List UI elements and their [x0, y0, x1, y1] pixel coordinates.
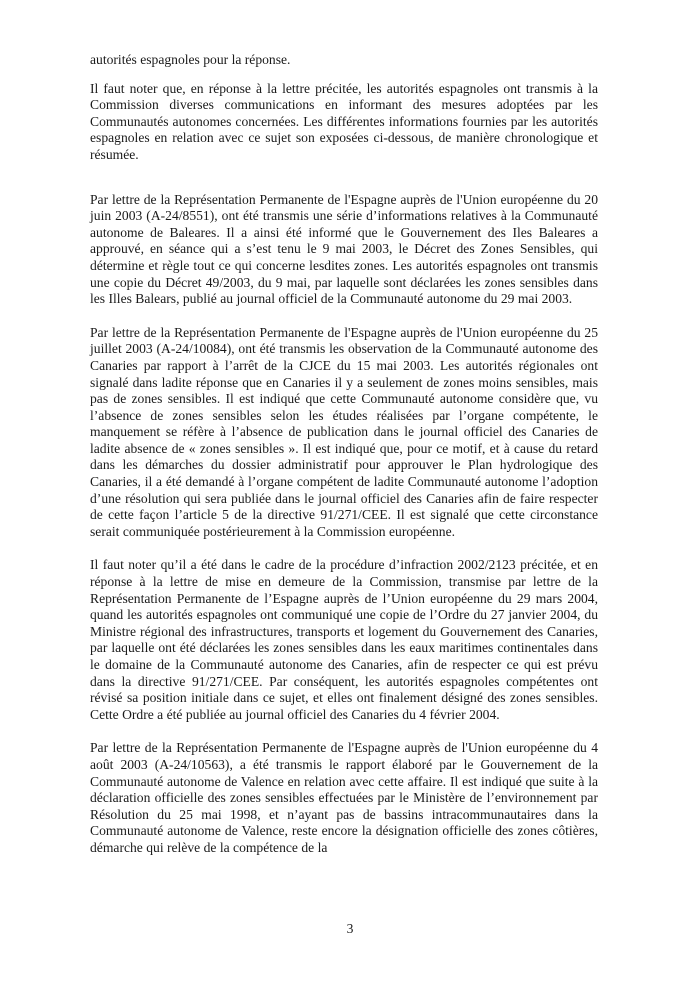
paragraph-intro: Il faut noter que, en réponse à la lettre précitée, les autorités espagnoles ont transmis à la Commission diverses communications en informant des mesures adoptées par les Communautés autonomes concernées. Les différentes informations fournies par les autorités espagnoles en relation avec ce sujet son exposées ci-dessous, de manière chronologique et résumée. — [90, 80, 598, 162]
paragraph-continuation: autorités espagnoles pour la réponse. — [90, 52, 291, 67]
document-body — [90, 52, 598, 857]
paragraph-canaries: Par lettre de la Représentation Permanente de l'Espagne auprès de l'Union européenne du 25 juillet 2003 (A-24/10084), ont été transmis les observation de la Communauté autonome des Canaries par rapport à l’arrêt de la CJCE du 15 mai 2003. Les autorités régionales ont signalé dans ladite réponse que en Canaries il y a seulement de zones moins sensibles, mais pas de zones sensibles. Il est indiqué que cette Communauté autonome considère que, vu l’absence de zones sensibles selon les études réalisées par l’organe compétente, le manquement se réfère à l’absence de publication dans le journal officiel des Canaries de ladite absence de « zones sensibles ». Il est indiqué que, pour ce motif, et à cause du retard dans les démarches du dossier administratif pour approuver le Plan hydrologique des Canaries, il a été demandé à l’organe compétent de ladite Communauté autonome l’adoption d’une résolution qui sera publiée dans le journal officiel des Canaries afin de faire respecter de cette façon l’article 5 de la directive 91/271/CEE. Il est signalé que cette circonstance serait communiquée postérieurement à la Commission européenne. — [90, 324, 598, 539]
paragraph-baleares: Par lettre de la Représentation Permanente de l'Espagne auprès de l'Union européenne du 20 juin 2003 (A-24/8551), ont été transmis une série d’informations relatives à la Communauté autonome de Baleares. Il a ainsi été informé que le Gouvernement des Iles Baleares a approuvé, en séance qui a s’est tenu le 9 mai 2003, le Décret des Zones Sensibles, qui détermine et règle tout ce qui concerne lesdites zones. Les autorités espagnoles ont transmis une copie du Décret 49/2003, du 9 mai, par laquelle sont déclarées les zones sensibles dans les Illes Balears, publié au journal officiel de la Communauté autonome du 29 mai 2003. — [90, 191, 598, 307]
page-number: 3 — [346, 921, 354, 936]
paragraph-infraction: Il faut noter qu’il a été dans le cadre de la procédure d’infraction 2002/2123 précitée, et en réponse à la lettre de mise en demeure de la Commission, transmise par lettre de la Représentation Permanente de l’Espagne auprès de l’Union européenne du 29 mars 2004, quand les autorités espagnoles ont communiqué une copie de l’Ordre du 27 janvier 2004, du Ministre régional des infrastructures, transports et logement du Gouvernement des Canaries, par laquelle ont été déclarées les zones sensibles dans les eaux maritimes continentales dans le domaine de la Communauté autonome des Canaries, afin de respecter ce qui est prévu dans la directive 91/271/CEE. Par conséquent, les autorités espagnoles compétentes ont révisé sa position initiale dans ce sujet, et elles ont finalement désigné des zones sensibles. Cette Ordre a été publiée au journal officiel des Canaries du 4 février 2004. — [90, 557, 598, 722]
paragraph-valence: Par lettre de la Représentation Permanente de l'Espagne auprès de l'Union européenne du 4 août 2003 (A-24/10563), a été transmis le rapport élaboré par le Gouvernement de la Communauté autonome de Valence en relation avec cette affaire. Il est indiqué que suite à la déclaration officielle des zones sensibles effectuées par le Ministère de l’environnement par Résolution du 25 mai 1998, et n’ayant pas de bassins intracommunautaires dans la Communauté autonome de Valence, reste encore la désignation officielle des zones côtières, démarche qui relève de la compétence de la — [90, 740, 598, 855]
